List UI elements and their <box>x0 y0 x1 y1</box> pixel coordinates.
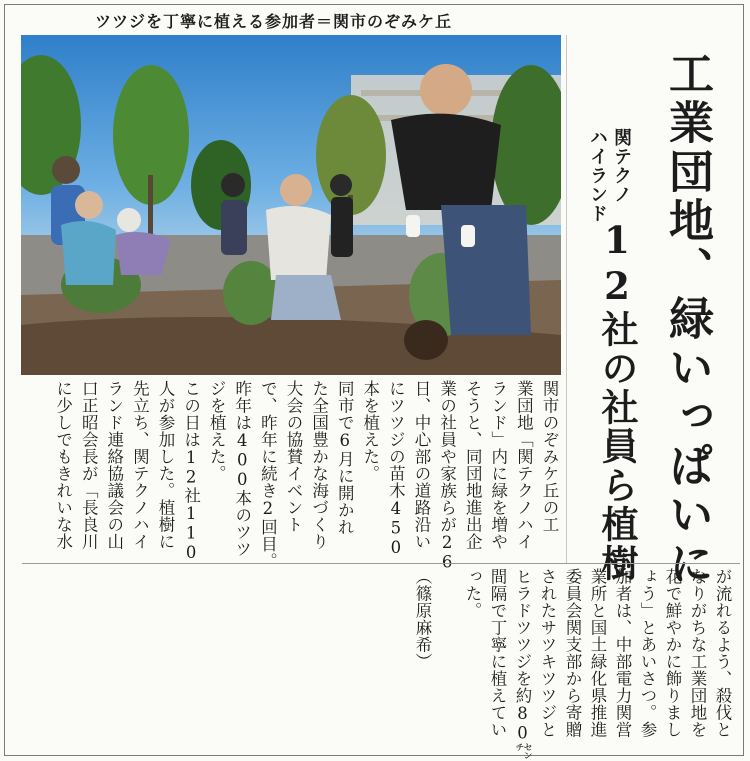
article-column: に少しでもきれいな水 <box>53 380 73 550</box>
article-column: が流れるよう、殺伐と <box>713 568 732 738</box>
article-column: ランド」内に緑を増や <box>488 380 508 550</box>
article-column: 日、中心部の道路沿い <box>412 380 431 550</box>
article-column: 関市のぞみケ丘の工 <box>540 380 559 533</box>
article-column: た全国豊かな海づくり <box>309 380 329 550</box>
article-column: 口正昭会長が「長良川 <box>79 380 99 550</box>
article-column: ジを植えた。 <box>207 380 227 482</box>
article-column: 先立ち、関テクノハイ <box>130 380 150 550</box>
article-column: 本を植えた。 <box>360 380 380 482</box>
kicker-line-2: ハイランド <box>587 128 608 223</box>
photo-caption: ツツジを丁寧に植える参加者＝関市のぞみケ丘 <box>95 12 453 31</box>
planting-scene-illustration <box>21 35 561 375</box>
article-column: そうと、同団地進出企 <box>463 380 483 550</box>
article-column: にツツジの苗木450 <box>386 380 406 558</box>
headline-kicker <box>576 128 636 228</box>
headline-sub: 12社の社員ら植樹 <box>595 218 639 583</box>
headline-main: 工業団地、緑いっぱいに <box>661 50 714 589</box>
article-column: 花で鮮やかに飾りまし <box>663 568 682 738</box>
article-column: （篠原麻希） <box>413 568 432 670</box>
section-divider <box>22 563 740 564</box>
article-column: されたサツキツツジと <box>538 568 557 738</box>
article-column: 業の社員や家族らが26 <box>437 380 457 572</box>
article-column: で、昨年に続き2回目。 <box>258 380 278 570</box>
article-column: この日は12社110 <box>181 380 201 563</box>
article-column: 加者は、中部電力関営 <box>613 568 632 738</box>
article-column: 人が参加した。植樹に <box>156 380 175 550</box>
article-column: 昨年は400本のツツ <box>232 380 252 558</box>
column-divider <box>566 35 567 563</box>
article-column: 業団地「関テクノハイ <box>514 380 534 550</box>
kicker-line-1: 関テクノ <box>611 128 632 204</box>
article-column: なりがちな工業団地を <box>688 568 707 738</box>
article-column: 間隔で丁寧に植えてい <box>488 568 507 738</box>
article-column: ヒラドツツジを約80㌢ <box>513 568 532 760</box>
article-column: ランド連絡協議会の山 <box>104 380 124 550</box>
article-column: 同市で6月に開かれ <box>335 380 355 536</box>
article-column: ょう」とあいさつ。参 <box>638 568 657 738</box>
article-column: 大会の協賛イベント <box>284 380 303 533</box>
article-photo <box>21 35 561 375</box>
article-column: った。 <box>463 568 482 619</box>
article-column: 業所と国土緑化県推進 <box>588 568 607 738</box>
article-column: 委員会関支部から寄贈 <box>563 568 582 738</box>
